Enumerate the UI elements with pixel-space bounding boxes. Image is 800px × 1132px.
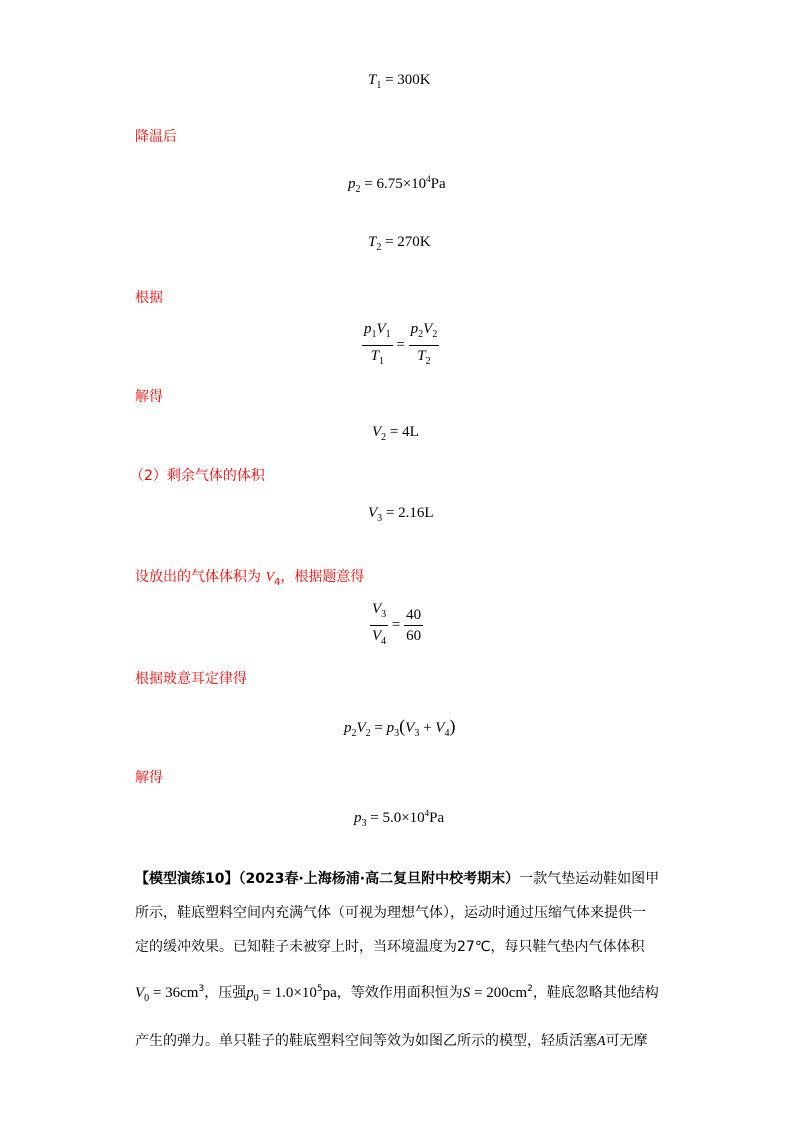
subscript: 1 [376,80,382,91]
problem-line-4: $V_0 = 36cm^3$，压强$p_0 = 1.0\times 10^5pa$，等效作用面积恒为$S = 200cm^2$，鞋底忽略其他结构 [135,984,659,1004]
problem-line-5: 产生的弹力。单只鞋子的鞋底塑料空间等效为如图乙所示的模型，轻质活塞A可无摩 [135,1033,648,1049]
symbol: p [348,176,356,192]
according-label: 根据 [135,290,163,306]
unit: Pa [430,176,446,192]
assume-label: 设放出的气体体积为 $V_4$，根据题意得 [135,569,365,588]
equation-v3: $V_3 = 2.16L$ [368,505,434,524]
equation-gas-law [362,320,439,371]
problem-tag: 【模型演练10】（2023春·上海杨浦·高二复旦附中校考期末） [135,871,520,887]
exponent: 4 [426,174,431,184]
symbol: T [368,234,377,250]
value: = 300K [381,72,431,88]
equals: = [392,336,409,353]
equation-t2 [368,234,431,253]
value: = 6.75×10 [360,176,427,192]
fraction-v3-v4: $\frac{V_3}{V_4}$ [372,601,387,647]
problem-line-1: 【模型演练10】（2023春·上海杨浦·高二复旦附中校考期末）一款气垫运动鞋如图甲 [135,871,660,887]
equation-t1 [368,72,431,91]
part2-label: （2）剩余气体的体积 [130,468,265,484]
value: = 270K [381,234,431,250]
subscript: 2 [355,184,361,195]
problem-line-2: 所示，鞋底塑料空间内充满气体（可视为理想气体），运动时通过压缩气体来提供一 [135,905,646,921]
equation-boyle: $p_2V_2 = p_3(V_3 + V_4)$ [344,716,456,739]
solve-label-2: 解得 [135,770,163,786]
equation-p3: $p_3 = 5.0\times 10^4Pa$ [354,808,445,829]
equation-p2 [348,174,446,195]
fraction-right: $\frac{p_2V_2}{T_2}$ [410,321,438,367]
boyle-label: 根据玻意耳定律得 [135,671,247,687]
symbol: T [368,72,377,88]
fraction-40-60: $\frac{40}{60}$ [406,607,422,644]
subscript: 2 [376,242,382,253]
equation-v2: $V_2 = 4L$ [372,424,419,443]
problem-line-3: 定的缓冲效果。已知鞋子未被穿上时，当环境温度为27℃，每只鞋气垫内气体体积 [135,939,645,955]
after-cooling-label: 降温后 [135,129,177,145]
fraction-left: $\frac{p_1V_1}{T_1}$ [364,321,391,367]
equation-ratio: $\frac{V_3}{V_4}$ = $\frac{40}{60}$ [370,600,423,651]
solve-label-1: 解得 [135,389,163,405]
